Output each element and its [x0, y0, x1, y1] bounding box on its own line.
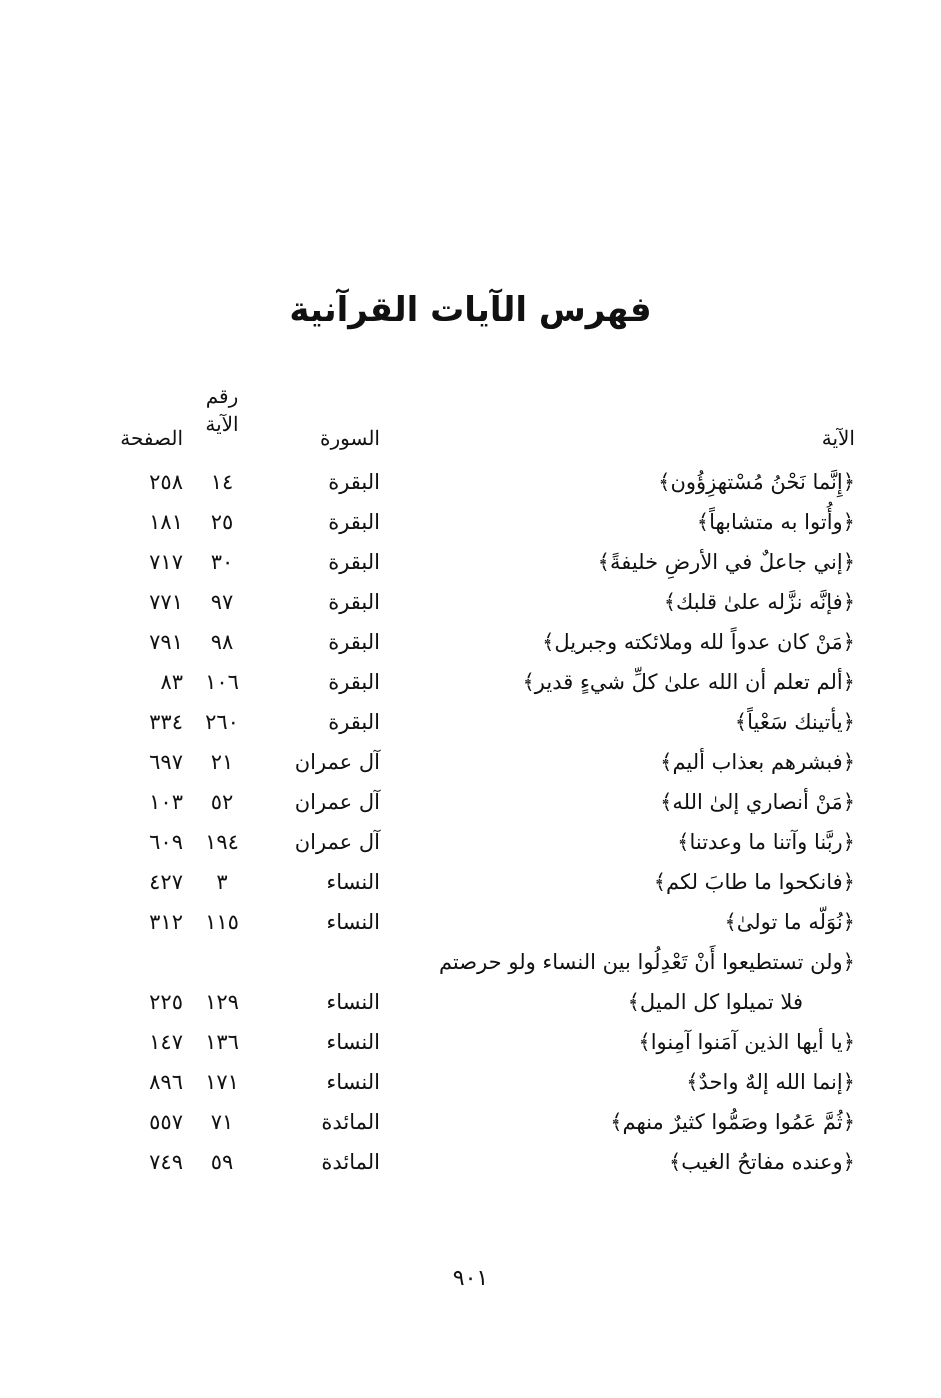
ayah-text: ﴿ألم تعلم أن الله علىٰ كلِّ شيءٍ قدير﴾ — [522, 670, 855, 694]
ayah-number: ٥٢ — [210, 790, 234, 814]
ayah-number: ٣٠ — [210, 550, 234, 574]
page-title: فهرس الآيات القرآنية — [289, 290, 652, 330]
header-ayah-number-line1: رقم — [205, 384, 239, 408]
header-ayah: الآية — [821, 426, 855, 450]
surah-name: البقرة — [328, 630, 380, 654]
table-row — [0, 862, 941, 902]
ayah-number: ٢١ — [210, 750, 234, 774]
surah-name: النساء — [326, 990, 380, 1014]
ayah-number: ١١٥ — [205, 910, 239, 934]
surah-name: آل عمران — [294, 790, 380, 814]
header-surah: السورة — [320, 426, 380, 450]
surah-name: البقرة — [328, 510, 380, 534]
header-ayah-number — [187, 382, 257, 438]
ayah-number: ١٢٩ — [205, 990, 239, 1014]
table-row — [0, 782, 941, 822]
ayah-text: ﴿ربَّنا وآتنا ما وعدتنا﴾ — [677, 830, 855, 854]
ayah-number: ١٩٤ — [205, 830, 239, 854]
table-row — [0, 662, 941, 702]
ayah-text: ﴿فانكحوا ما طابَ لكم﴾ — [653, 870, 855, 894]
table-row — [0, 502, 941, 542]
table-row — [0, 1062, 941, 1102]
surah-name: آل عمران — [294, 830, 380, 854]
surah-name: آل عمران — [294, 750, 380, 774]
surah-name: البقرة — [328, 670, 380, 694]
ayah-text: ﴿فإنَّه نزَّله علىٰ قلبك﴾ — [663, 590, 855, 614]
ayah-text: ﴿إِنَّما نَحْنُ مُسْتهزِؤُون﴾ — [658, 470, 855, 494]
table-row — [0, 702, 941, 742]
page-number: ٩٠١ — [452, 1266, 489, 1291]
surah-name: البقرة — [328, 590, 380, 614]
page-ref: ١٨١ — [149, 510, 183, 534]
surah-name: البقرة — [328, 550, 380, 574]
page-ref: ٧٤٩ — [149, 1150, 183, 1174]
ayah-text: ﴿فبشرهم بعذاب أليم﴾ — [660, 750, 855, 774]
ayah-number: ١٠٦ — [205, 670, 239, 694]
page-ref: ٤٢٧ — [149, 870, 183, 894]
surah-name: المائدة — [321, 1110, 380, 1134]
ayah-number: ٥٩ — [210, 1150, 234, 1174]
header-page: الصفحة — [120, 426, 183, 450]
page-ref: ٦٠٩ — [149, 830, 183, 854]
table-row — [0, 1142, 941, 1182]
ayah-text: ﴿يا أيها الذين آمَنوا آمِنوا﴾ — [638, 1030, 855, 1054]
page-ref: ٢٥٨ — [149, 470, 183, 494]
table-row — [0, 462, 941, 502]
ayah-text-line1: ﴿ولن تستطيعوا أَنْ تَعْدِلُوا بين النساء ولو حرصتم — [438, 950, 855, 974]
ayah-text: ﴿وأُتوا به متشابهاً﴾ — [696, 510, 855, 534]
header-ayah-number-line2: الآية — [205, 412, 239, 436]
page-ref: ٣١٢ — [149, 910, 183, 934]
table-row — [0, 822, 941, 862]
index-table — [0, 378, 941, 1182]
ayah-text: ﴿وعنده مفاتحُ الغيب﴾ — [669, 1150, 855, 1174]
surah-name: المائدة — [321, 1150, 380, 1174]
ayah-text: ﴿مَنْ أنصاري إلىٰ الله﴾ — [660, 790, 855, 814]
ayah-number: ٢٦٠ — [205, 710, 239, 734]
ayah-text: ﴿مَنْ كان عدواً لله وملائكته وجبريل﴾ — [542, 630, 855, 654]
table-row — [0, 1022, 941, 1062]
ayah-text-line2: فلا تميلوا كل الميل﴾ — [627, 990, 803, 1014]
page-ref: ١٠٣ — [149, 790, 183, 814]
ayah-text: ﴿يأتينك سَعْياً﴾ — [734, 710, 855, 734]
ayah-number: ١٤ — [210, 470, 234, 494]
surah-name: النساء — [326, 1030, 380, 1054]
ayah-text: ﴿إنما الله إلهٌ واحدٌ﴾ — [686, 1070, 855, 1094]
page-ref: ٦٩٧ — [149, 750, 183, 774]
page-ref: ٧٧١ — [149, 590, 183, 614]
surah-name: البقرة — [328, 710, 380, 734]
page-ref: ٨٩٦ — [149, 1070, 183, 1094]
ayah-number: ٢٥ — [210, 510, 234, 534]
ayah-number: ٣ — [216, 870, 228, 894]
page-ref: ٧١٧ — [149, 550, 183, 574]
table-row — [0, 742, 941, 782]
table-row — [0, 942, 941, 1022]
ayah-number: ٩٧ — [210, 590, 234, 614]
page-ref: ٥٥٧ — [149, 1110, 183, 1134]
ayah-number: ٧١ — [210, 1110, 234, 1134]
surah-name: البقرة — [328, 470, 380, 494]
page-ref: ٣٣٤ — [149, 710, 183, 734]
ayah-number: ١٧١ — [205, 1070, 239, 1094]
ayah-number: ٩٨ — [210, 630, 234, 654]
ayah-text: ﴿إني جاعلٌ في الأرضِ خليفةً﴾ — [597, 550, 855, 574]
ayah-text — [439, 942, 855, 1022]
table-row — [0, 902, 941, 942]
surah-name: النساء — [326, 1070, 380, 1094]
table-header — [0, 378, 941, 462]
table-row — [0, 542, 941, 582]
surah-name: النساء — [326, 870, 380, 894]
ayah-number: ١٣٦ — [205, 1030, 239, 1054]
page-ref: ٢٢٥ — [149, 990, 183, 1014]
ayah-text: ﴿نُوَلّه ما تولىٰ﴾ — [724, 910, 855, 934]
table-row — [0, 622, 941, 662]
table-row — [0, 1102, 941, 1142]
page-ref: ٧٩١ — [149, 630, 183, 654]
page-ref: ١٤٧ — [149, 1030, 183, 1054]
table-row — [0, 582, 941, 622]
page-ref: ٨٣ — [160, 670, 183, 694]
ayah-text: ﴿ثُمَّ عَمُوا وصَمُّوا كثيرٌ منهم﴾ — [610, 1110, 855, 1134]
surah-name: النساء — [326, 910, 380, 934]
